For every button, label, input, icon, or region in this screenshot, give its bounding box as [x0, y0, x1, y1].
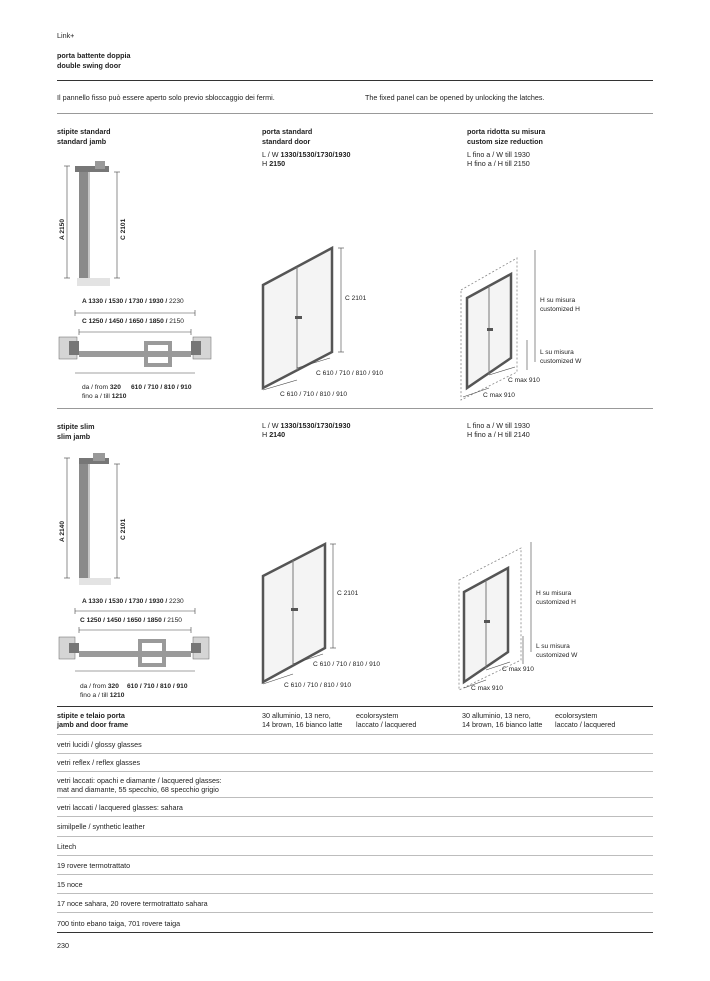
divider — [57, 771, 653, 772]
divider — [57, 893, 653, 894]
custom-l-en: customized W — [540, 358, 582, 365]
finish-col3-b: 14 brown, 16 bianco latte — [462, 720, 543, 729]
slim-cmax-lower: C max 910 — [471, 685, 503, 692]
custom-h-en: customized H — [540, 306, 580, 313]
custom-h: H su misura — [540, 297, 576, 304]
finish-row: vetri lucidi / glossy glasses — [57, 740, 142, 749]
dim-a-label: A 2150 — [59, 218, 66, 240]
slim-door-c-height: C 2101 — [337, 590, 359, 597]
custom-door-drawing — [455, 240, 555, 400]
finishes-head-en: jamb and door frame — [57, 720, 129, 729]
title-it: porta battente doppia — [57, 51, 131, 60]
finish-col2-a: ecolorsystem — [356, 711, 399, 720]
a-widths: A 1330 / 1530 / 1730 / 1930 / 2230 — [82, 298, 184, 305]
slim-fino-till: fino a / till 1210 — [80, 692, 125, 699]
intro-en: The fixed panel can be opened by unlocking the latches. — [365, 93, 545, 102]
standard-jamb-en: standard jamb — [57, 137, 107, 146]
standard-door-en: standard door — [262, 137, 311, 146]
slim-dim-c-label: C 2101 — [120, 518, 127, 540]
finish-row: 19 rovere termotrattato — [57, 861, 131, 870]
finish-row-line2: mat and diamante, 55 specchio, 68 specchio grigio — [57, 785, 219, 794]
da-from: da / from 320 — [82, 384, 121, 391]
slim-a-widths: A 1330 / 1530 / 1730 / 1930 / 2230 — [82, 598, 184, 605]
custom-height: H fino a / H till 2150 — [467, 159, 530, 168]
standard-jamb-it: stipite standard — [57, 127, 111, 136]
finish-col3-a: 30 alluminio, 13 nero, — [462, 711, 531, 720]
standard-height: H 2150 — [262, 159, 286, 168]
brand-name: Link+ — [57, 31, 75, 40]
finish-row: 700 tinto ebano taiga, 701 rovere taiga — [57, 919, 181, 928]
fino-till: fino a / till 1210 — [82, 393, 127, 400]
standard-jamb-elevation — [55, 160, 135, 290]
slim-jamb-it: stipite slim — [57, 422, 95, 431]
finish-row: Litech — [57, 842, 77, 851]
slim-custom-h: H su misura — [536, 590, 572, 597]
slim-c-widths: C 1250 / 1450 / 1650 / 1850 / 2150 — [80, 617, 182, 624]
door-c-leaf-lower: C 610 / 710 / 810 / 910 — [280, 391, 348, 398]
c-widths: C 1250 / 1450 / 1650 / 1850 / 2150 — [82, 318, 184, 325]
slim-custom-width: L fino a / W till 1930 — [467, 421, 530, 430]
page-number: 230 — [57, 941, 69, 950]
divider — [57, 816, 653, 817]
slim-custom-h-en: customized H — [536, 599, 576, 606]
divider — [57, 932, 653, 933]
slim-width: L / W 1330/1530/1730/1930 — [262, 421, 351, 430]
divider — [57, 408, 653, 409]
finish-row: similpelle / synthetic leather — [57, 822, 145, 831]
slim-jamb-en: slim jamb — [57, 432, 91, 441]
door-c-leaf-upper: C 610 / 710 / 810 / 910 — [316, 370, 384, 377]
finish-col1-a: 30 alluminio, 13 nero, — [262, 711, 331, 720]
slim-dim-a-label: A 2140 — [59, 520, 66, 542]
divider — [57, 836, 653, 837]
finish-col2-b: laccato / lacquered — [356, 720, 417, 729]
standard-jamb-plan — [55, 305, 225, 380]
title-en: double swing door — [57, 61, 121, 70]
cmax-upper: C max 910 — [508, 377, 540, 384]
slim-custom-l: L su misura — [536, 643, 570, 650]
standard-door-it: porta standard — [262, 127, 313, 136]
slim-jamb-elevation — [55, 452, 135, 587]
dim-c-label: C 2101 — [120, 218, 127, 240]
custom-door-it: porta ridotta su misura — [467, 127, 546, 136]
divider — [57, 753, 653, 754]
standard-width: L / W 1330/1530/1730/1930 — [262, 150, 351, 159]
divider — [57, 113, 653, 114]
divider — [57, 80, 653, 81]
cmax-lower: C max 910 — [483, 392, 515, 399]
slim-custom-height: H fino a / H till 2140 — [467, 430, 530, 439]
divider — [57, 855, 653, 856]
standard-door-drawing — [255, 240, 355, 390]
leaf-widths: 610 / 710 / 810 / 910 — [131, 384, 192, 391]
divider — [57, 734, 653, 735]
finish-row: vetri laccati / lacquered glasses: sahara — [57, 803, 183, 812]
divider — [57, 706, 653, 707]
finish-row: vetri reflex / reflex glasses — [57, 758, 141, 767]
divider — [57, 797, 653, 798]
slim-da-from: da / from 320 — [80, 683, 119, 690]
slim-cmax-upper: C max 910 — [502, 666, 534, 673]
finish-row: 15 noce — [57, 880, 83, 889]
finishes-head-it: stipite e telaio porta — [57, 711, 125, 720]
finish-col4-b: laccato / lacquered — [555, 720, 616, 729]
slim-jamb-plan — [55, 605, 225, 677]
slim-door-c-leaf-upper: C 610 / 710 / 810 / 910 — [313, 661, 381, 668]
slim-height: H 2140 — [262, 430, 286, 439]
custom-width: L fino a / W till 1930 — [467, 150, 530, 159]
slim-door-c-leaf-lower: C 610 / 710 / 810 / 910 — [284, 682, 352, 689]
intro-it: Il pannello fisso può essere aperto solo previo sbloccaggio dei fermi. — [57, 93, 275, 102]
slim-leaf-widths: 610 / 710 / 810 / 910 — [127, 683, 188, 690]
finish-row: 17 noce sahara, 20 rovere termotrattato sahara — [57, 899, 208, 908]
divider — [57, 912, 653, 913]
slim-custom-l-en: customized W — [536, 652, 578, 659]
finish-col4-a: ecolorsystem — [555, 711, 598, 720]
door-c-height: C 2101 — [345, 295, 367, 302]
finish-col1-b: 14 brown, 16 bianco latte — [262, 720, 343, 729]
custom-door-en: custom size reduction — [467, 137, 543, 146]
divider — [57, 874, 653, 875]
finish-row: vetri laccati: opachi e diamante / lacquered glasses: — [57, 776, 222, 785]
custom-l: L su misura — [540, 349, 574, 356]
